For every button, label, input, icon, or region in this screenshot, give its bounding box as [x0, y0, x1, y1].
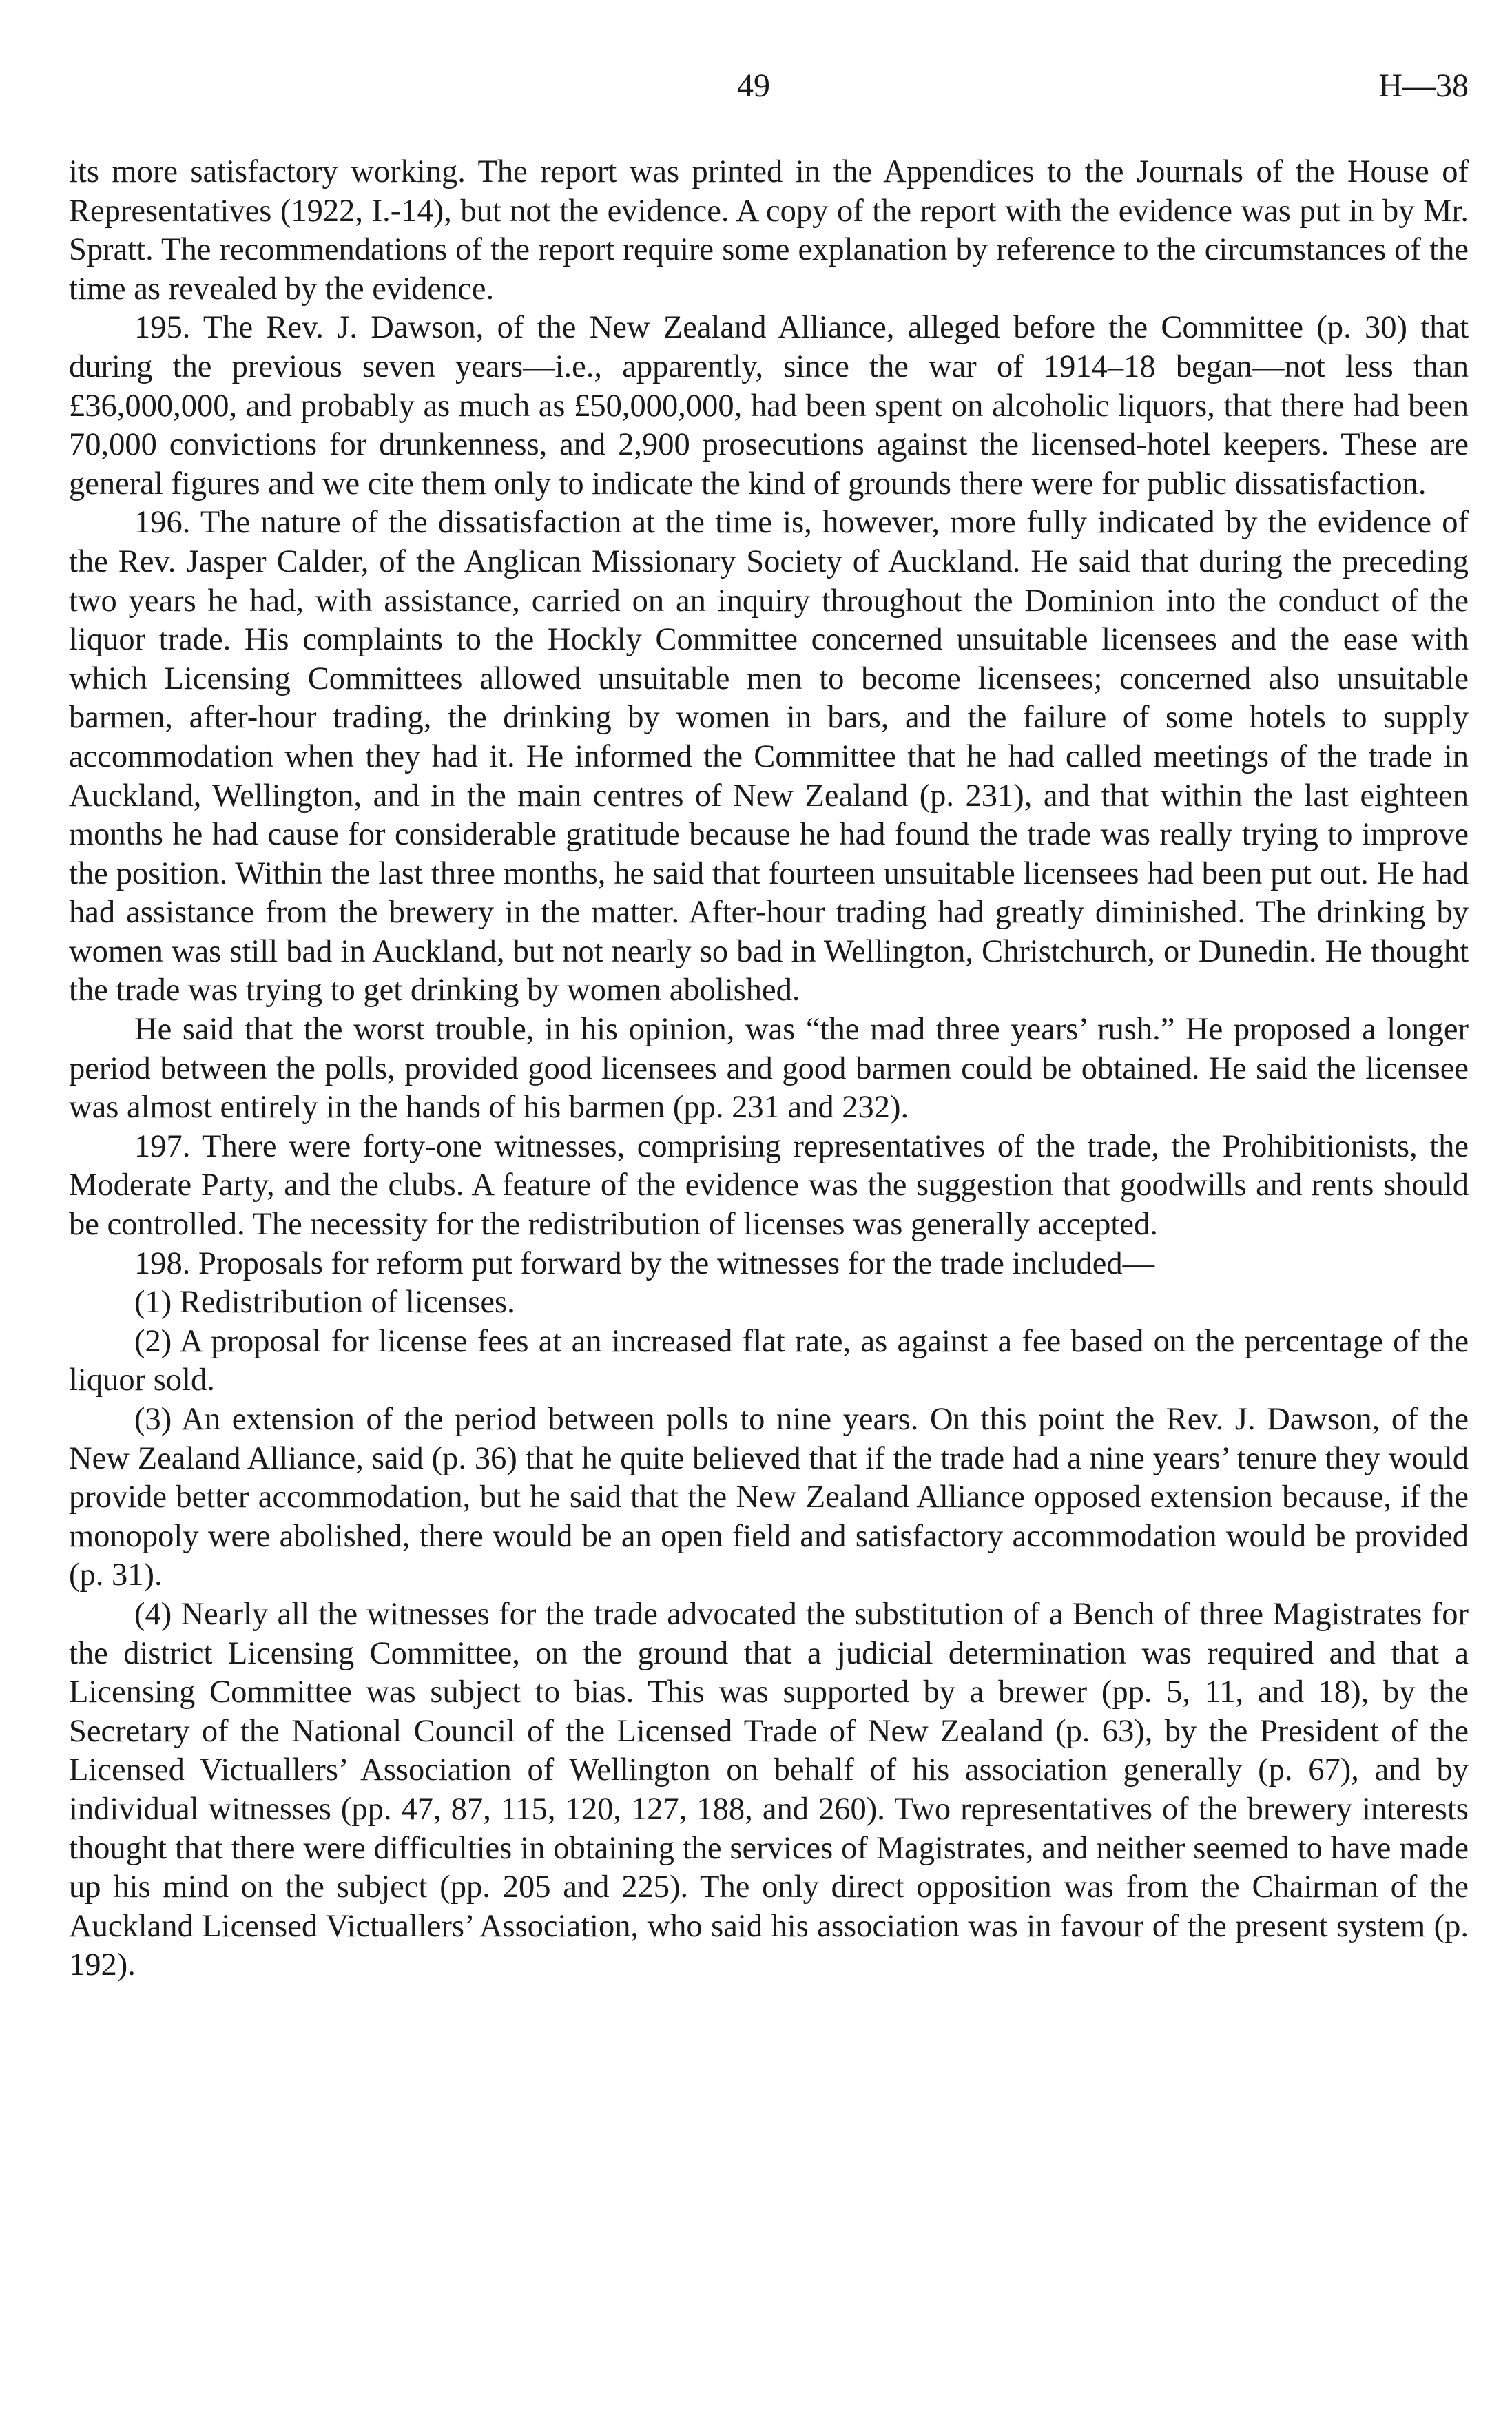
page-number: 49	[737, 68, 770, 104]
proposal-item-2: (2) A proposal for license fees at an increased flat rate, as against a fee based on the percentage of the liquor sold.	[69, 1323, 1469, 1398]
paragraph-198: 198. Proposals for reform put forward by the witnesses for the trade included—	[134, 1245, 1155, 1281]
proposal-item-1: (1) Redistribution of licenses.	[134, 1285, 515, 1320]
paragraph-196-continued: He said that the worst trouble, in his opinion, was “the mad three years’ rush.” He proposed a longer period between the polls, provided good licensees and good barmen could be obtained. He said the licensee was almost entirely in the hands of his barmen (pp. 231 and 232).	[69, 1012, 1469, 1126]
document-reference: H—38	[1378, 68, 1469, 104]
proposal-item-4: (4) Nearly all the witnesses for the trade advocated the substitution of a Bench of three Magistrates for the district Licensing Committee, on the ground that a judicial determination was required and that a Licensing Committee was subject to bias. This was supported by a brewer (pp. 5, 11, and 18), by the Secretary of the National Council of the Licensed Trade of New Zealand (p. 63), by the President of the Licensed Victuallers’ Association of Wellington on behalf of his association generally (p. 67), and by individual witnesses (pp. 47, 87, 115, 120, 127, 188, and 260). Two representatives of the brewery interests thought that there were difficulties in obtaining the services of Magistrates, and neither seemed to have made up his mind on the subject (pp. 205 and 225). The only direct opposition was from the Chairman of the Auckland Licensed Victuallers’ Association, who said his association was in favour of the present system (p. 192).	[69, 1596, 1469, 1983]
paragraph-195: 195. The Rev. J. Dawson, of the New Zealand Alliance, alleged before the Committee (p. 30) that during the previous seven years—i.e., apparently, since the war of 1914–18 began—not less than £36,000,000, and probably as much as £50,000,000, had been spent on alcoholic liquors, that there had been 70,000 convictions for drunkenness, and 2,900 prosecutions against the licensed-hotel keepers. These are general figures and we cite them only to indicate the kind of grounds there were for public dissatisfaction.	[69, 310, 1469, 501]
body-text	[69, 153, 1469, 1985]
proposal-item-3: (3) An extension of the period between polls to nine years. On this point the Rev. J. Dawson, of the New Zealand Alliance, said (p. 36) that he quite believed that if the trade had a nine years’ tenure they would provide better accommodation, but he said that the New Zealand Alliance opposed extension because, if the monopoly were abolished, there would be an open field and satisfactory accommodation would be provided (p. 31).	[69, 1402, 1469, 1593]
paragraph-continuation: its more satisfactory working. The report was printed in the Appendices to the Journals of the House of Representatives (1922, I.-14), but not the evidence. A copy of the report with the evidence was put in by Mr. Spratt. The recommendations of the report require some explanation by reference to the circumstances of the time as revealed by the evidence.	[69, 154, 1469, 307]
paragraph-197: 197. There were forty-one witnesses, comprising representatives of the trade, the Prohibitionists, the Moderate Party, and the clubs. A feature of the evidence was the suggestion that goodwills and rents should be controlled. The necessity for the redistribution of licenses was generally accepted.	[69, 1128, 1469, 1243]
paragraph-196: 196. The nature of the dissatisfaction at the time is, however, more fully indicated by the evidence of the Rev. Jasper Calder, of the Anglican Missionary Society of Auckland. He said that during the preceding two years he had, with assistance, carried on an inquiry throughout the Dominion into the conduct of the liquor trade. His complaints to the Hockly Committee concerned unsuitable licensees and the ease with which Licensing Committees allowed unsuitable men to become licensees; concerned also unsuitable barmen, after-hour trading, the drinking by women in bars, and the failure of some hotels to supply accommodation when they had it. He informed the Committee that he had called meetings of the trade in Auckland, Wellington, and in the main centres of New Zealand (p. 231), and that within the last eighteen months he had cause for considerable gratitude because he had found the trade was really trying to improve the position. Within the last three months, he said that fourteen unsuitable licensees had been put out. He had had assistance from the brewery in the matter. After-hour trading had greatly diminished. The drinking by women was still bad in Auckland, but not nearly so bad in Wellington, Christchurch, or Dunedin. He thought the trade was trying to get drinking by women abolished.	[69, 505, 1469, 1008]
page-header	[69, 65, 1469, 107]
